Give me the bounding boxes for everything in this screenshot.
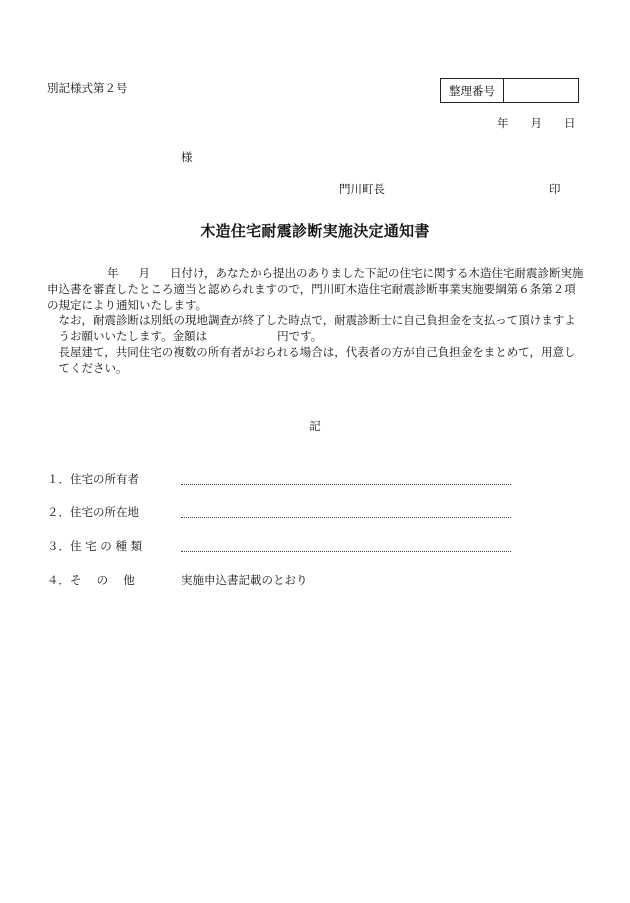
- item-owner-line: [181, 484, 511, 485]
- item-type-label: ３．住 宅 の 種 類: [47, 539, 143, 553]
- notice-body: [47, 266, 587, 377]
- date-year: 年: [497, 116, 509, 130]
- ki-heading: 記: [309, 419, 321, 433]
- item-owner-label: １．住宅の所有者: [47, 472, 139, 486]
- p2-text-before: なお，耐震診断は別紙の現地調査が終了した時点で，耐震診断士に自己負担金を支払って頂けますようお願いいたします。金額は: [58, 313, 576, 344]
- p1-year: 年: [107, 266, 119, 280]
- item-other-label: ４．そ の 他: [47, 573, 135, 587]
- recipient-suffix: 様: [181, 150, 193, 164]
- p1-month: 月: [138, 266, 150, 280]
- document-title: 木造住宅耐震診断実施決定通知書: [200, 222, 430, 240]
- p1-text: 日付け，あなたから提出のありました下記の住宅に関する木造住宅耐震診断実施申込書を審査したところ適当と認められますので，門川町木造住宅耐震診断事業実施要綱第６条第２項の規定により通知いたします。: [47, 266, 584, 312]
- body-paragraph-1: [47, 266, 587, 313]
- body-paragraph-2: [47, 313, 587, 345]
- date-day: 日: [564, 116, 576, 130]
- item-type-line: [181, 551, 511, 552]
- reference-number-label: 整理番号: [441, 79, 504, 102]
- item-other-value: 実施申込書記載のとおり: [181, 573, 308, 587]
- issue-date: [497, 115, 576, 131]
- item-location-line: [181, 517, 511, 518]
- issuer-name: 門川町長: [339, 182, 385, 196]
- reference-number-value: [504, 79, 578, 102]
- p2-text-after: 円です。: [277, 329, 323, 344]
- item-location-label: ２．住宅の所在地: [47, 505, 139, 519]
- date-month: 月: [530, 116, 542, 130]
- reference-number-box: [440, 78, 579, 103]
- form-number: 別記様式第２号: [47, 81, 128, 95]
- seal-mark: 印: [549, 182, 561, 196]
- body-paragraph-3: 長屋建て，共同住宅の複数の所有者がおられる場合は，代表者の方が自己負担金をまとめて，用意してください。: [58, 344, 576, 375]
